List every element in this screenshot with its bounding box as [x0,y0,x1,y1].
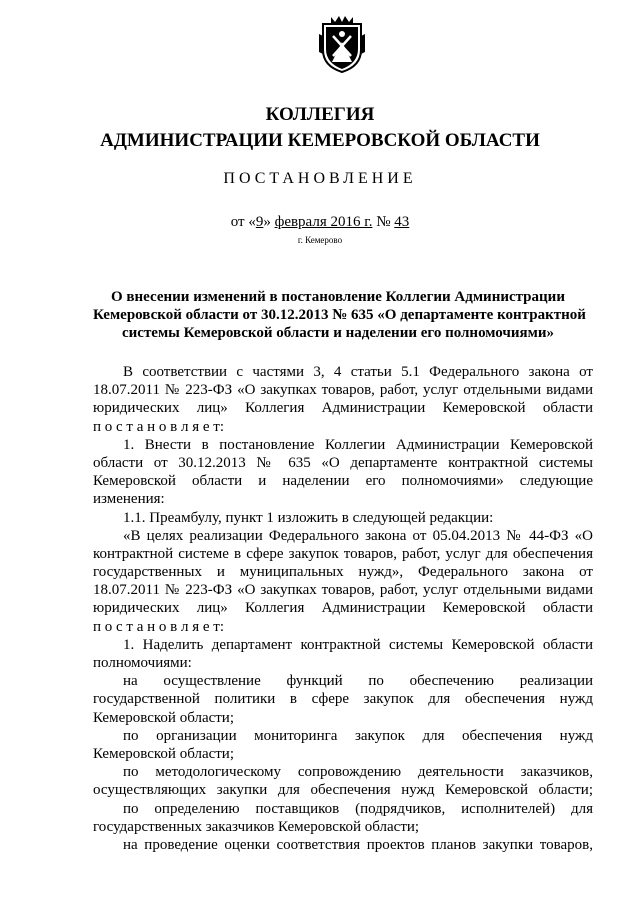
body-line: изменения: [93,491,165,508]
body-line: области от 30.12.2013 № 635 «О департаменте контрактной системы [93,454,593,471]
body-line: Кемеровской области; [93,745,235,762]
document-number: 43 [394,214,410,230]
org-name-line2: АДМИНИСТРАЦИИ КЕМЕРОВСКОЙ ОБЛАСТИ [100,130,540,151]
date-month-year: февраля 2016 г. [274,214,373,230]
date-mid: » [263,214,271,230]
document-title [93,288,586,342]
body-line: государственных заказчиков Кемеровской области; [93,818,420,835]
body-line: по определению поставщиков (подрядчиков, исполнителей) для [123,800,593,817]
body-line: по организации мониторинга закупок для обеспечения нужд [123,727,593,744]
kemerovo-coat-of-arms-icon [317,14,367,74]
body-line: Кемеровской области и наделении его полномочиями» следующие [93,473,593,490]
body-line: государственной политики в сфере закупок для обеспечения нужд [93,691,593,708]
org-name-line1: КОЛЛЕГИЯ [265,104,375,125]
body-line: В соответствии с частями 3, 4 статьи 5.1 Федерального закона от [123,364,593,380]
title-line: Кемеровской области от 30.12.2013 № 635 «О департаменте контрактной [93,307,586,323]
document-body [93,363,593,854]
body-line: контрактной системе в сфере закупок товаров, работ, услуг для обеспечения [93,545,593,562]
body-line: полномочиями: [93,655,192,671]
document-type: ПОСТАНОВЛЕНИЕ [223,170,417,187]
body-line: 18.07.2011 № 223-ФЗ «О закупках товаров, работ, услуг отдельными видами [93,582,593,599]
body-line-spaced: п о с т а н о в л я е т: [93,618,225,635]
body-line: «В целях реализации Федерального закона от 05.04.2013 № 44-ФЗ «О [123,527,593,544]
body-line: Кемеровской области; [93,709,235,726]
body-line-spaced: п о с т а н о в л я е т: [93,418,225,435]
document-date-line [0,214,640,231]
body-line: 18.07.2011 № 223-ФЗ «О закупках товаров, работ, услуг отдельными видами [93,382,593,399]
body-line: осуществляющих закупки для обеспечения нужд Кемеровской области; [93,782,593,799]
body-line: по методологическому сопровождению деятельности заказчиков, [123,764,593,781]
body-line: 1. Внести в постановление Коллегии Администрации Кемеровской [123,436,593,453]
body-line: на осуществление функций по обеспечению реализации [123,673,593,690]
title-line: системы Кемеровской области и наделении его полномочиями» [121,325,554,341]
body-line: государственных и муниципальных нужд», Федерального закона от [93,564,593,581]
body-line: 1. Наделить департамент контрактной системы Кемеровской области [123,636,593,653]
body-line: на проведение оценки соответствия проектов планов закупки товаров, [123,836,593,853]
date-prefix: от « [230,214,256,230]
title-line: О внесении изменений в постановление Коллегии Администрации [111,289,565,305]
document-city: г. Кемерово [297,235,343,245]
body-line: 1.1. Преамбулу, пункт 1 изложить в следующей редакции: [123,509,494,526]
body-line: юридических лиц» Коллегия Администрации Кемеровской области [93,600,593,617]
date-day: 9 [255,214,264,230]
number-sign: № [376,214,391,230]
body-line: юридических лиц» Коллегия Администрации Кемеровской области [93,400,593,417]
